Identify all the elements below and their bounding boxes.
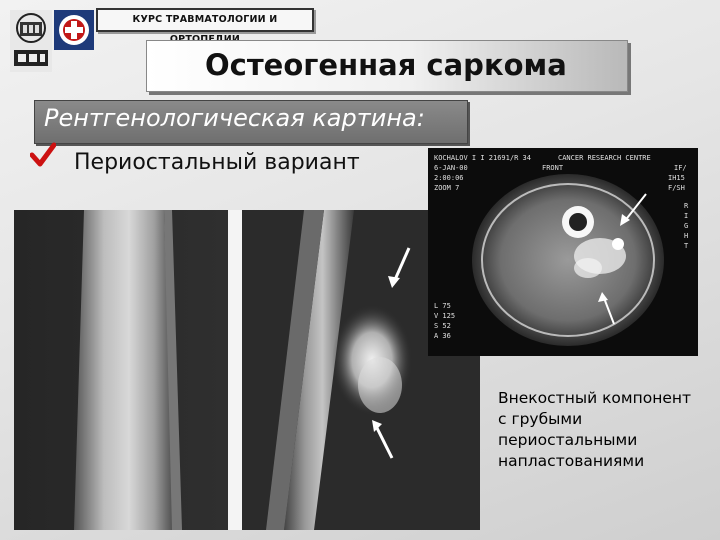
ct-text-line: 2:00:06: [434, 174, 464, 182]
ct-text-line: CANCER RESEARCH CENTRE: [558, 154, 651, 162]
ct-text-line: F/SH: [668, 184, 685, 192]
caption-line: напластованиями: [498, 452, 645, 470]
page-title: Остеогенная саркома: [205, 48, 567, 82]
ct-text-line: L 75: [434, 302, 451, 310]
section-subtitle: Рентгенологическая картина:: [44, 104, 425, 132]
university-logo-icon: [10, 10, 52, 72]
ct-text-line: IH15: [668, 174, 685, 182]
ct-text-line: G: [684, 222, 689, 230]
ct-text-line: I: [684, 212, 689, 220]
ct-text-line: V 125: [434, 312, 456, 320]
ct-text-line: R: [684, 202, 689, 210]
image-caption: [498, 388, 713, 472]
xray-image: [14, 210, 480, 530]
ct-text-line: IF/: [674, 164, 687, 172]
clinic-emblem-icon: [54, 10, 94, 50]
ct-text-line: S 52: [434, 322, 451, 330]
ct-text-line: A 36: [434, 332, 451, 340]
ct-text-line: H: [684, 232, 689, 240]
ct-text-line: 6-JAN-00: [434, 164, 468, 172]
ct-text-line: FRONT: [542, 164, 564, 172]
checkmark-icon: [30, 142, 56, 168]
caption-line: с грубыми: [498, 410, 583, 428]
caption-line: Внекостный компонент: [498, 389, 692, 407]
ct-scan-image: [428, 148, 698, 356]
ct-text-line: KOCHALOV I I 21691/R 34: [434, 154, 531, 162]
bullet-item: Периостальный вариант: [74, 150, 360, 175]
ct-text-line: ZOOM 7: [434, 184, 460, 192]
course-label: КУРС ТРАВМАТОЛОГИИ И: [96, 8, 314, 32]
ct-text-line: T: [684, 242, 689, 250]
caption-line: периостальными: [498, 431, 638, 449]
